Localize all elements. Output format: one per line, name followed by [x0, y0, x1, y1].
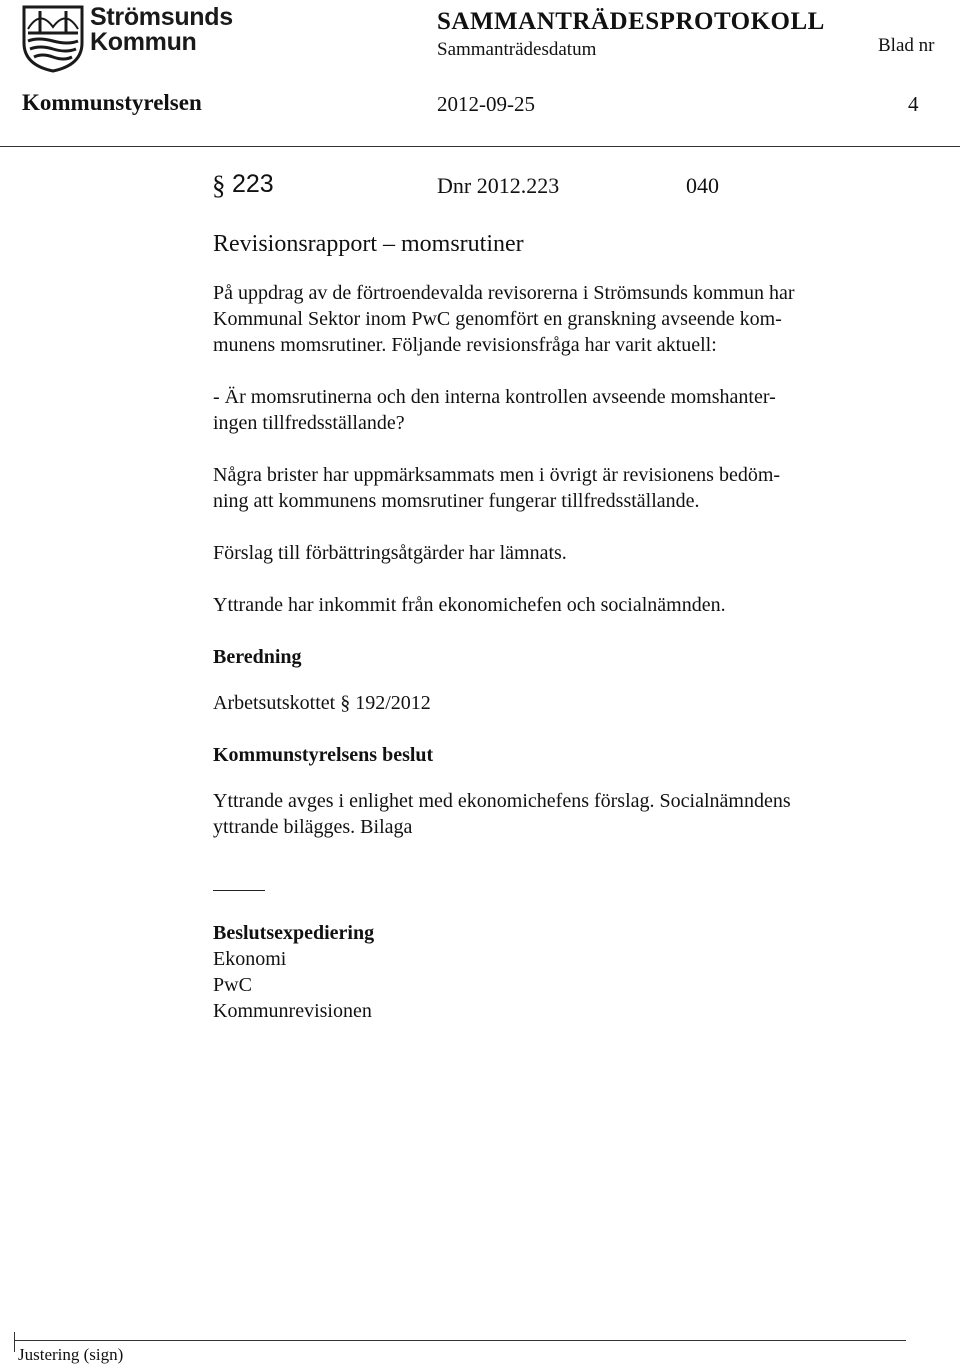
- signature-rule: [213, 890, 265, 891]
- case-title: Revisionsrapport – momsrutiner: [213, 231, 524, 257]
- document-title: SAMMANTRÄDESPROTOKOLL: [437, 8, 825, 35]
- question-paragraph: [213, 384, 913, 436]
- decision-heading: Kommunstyrelsens beslut: [213, 744, 434, 766]
- question-line: - Är momsrutinerna och den interna kontrollen avseende momshanter-: [213, 386, 776, 408]
- dispatch-item: PwC: [213, 974, 252, 996]
- preparation-heading: Beredning: [213, 646, 302, 668]
- assessment-line: Några brister har uppmärksammats men i övrigt är revisionens bedöm-: [213, 464, 781, 486]
- bridge-emblem-icon: [22, 3, 84, 73]
- footer-divider: [14, 1340, 906, 1341]
- dispatch-section: [213, 920, 913, 1024]
- decision-paragraph: [213, 788, 913, 840]
- sign-box-edge: [14, 1332, 15, 1352]
- dispatch-item: Kommunrevisionen: [213, 1000, 372, 1022]
- page-number: 4: [908, 92, 919, 116]
- intro-line: På uppdrag av de förtroendevalda revisorerna i Strömsunds kommun har: [213, 282, 795, 304]
- date-label: Sammanträdesdatum: [437, 39, 597, 60]
- dispatch-heading: Beslutsexpediering: [213, 922, 375, 944]
- dispatch-item: Ekonomi: [213, 948, 287, 970]
- sign-label: Justering (sign): [18, 1345, 124, 1364]
- decision-line: yttrande bilägges. Bilaga: [213, 816, 413, 838]
- preparation-text: Arbetsutskottet § 192/2012: [213, 692, 431, 714]
- assessment-paragraph: [213, 462, 913, 514]
- question-line: ingen tillfredsställande?: [213, 412, 405, 434]
- organization-name: Kommunstyrelsen: [22, 90, 202, 115]
- case-dnr: Dnr 2012.223: [437, 173, 560, 198]
- decision-line: Yttrande avges i enlighet med ekonomichefens förslag. Socialnämndens: [213, 790, 791, 812]
- statements-text: Yttrande har inkommit från ekonomichefen och socialnämnden.: [213, 594, 726, 616]
- intro-line: munens momsrutiner. Följande revisionsfråga har varit aktuell:: [213, 334, 717, 356]
- assessment-line: ning att kommunens momsrutiner fungerar tillfredsställande.: [213, 490, 700, 512]
- municipality-logo: [22, 3, 233, 75]
- case-code: 040: [686, 173, 719, 198]
- intro-line: Kommunal Sektor inom PwC genomfört en granskning avseende kom-: [213, 308, 782, 330]
- logo-name-line2: Kommun: [90, 28, 197, 56]
- paragraph-number: 223: [232, 170, 274, 198]
- header-divider: [0, 146, 960, 147]
- proposals-text: Förslag till förbättringsåtgärder har lämnats.: [213, 542, 567, 564]
- protocol-body: [213, 230, 913, 840]
- page-label: Blad nr: [878, 35, 935, 56]
- intro-paragraph: [213, 280, 913, 358]
- logo-name-line1: Strömsunds: [90, 3, 233, 31]
- meeting-date: 2012-09-25: [437, 92, 535, 116]
- paragraph-sign: §: [212, 170, 226, 200]
